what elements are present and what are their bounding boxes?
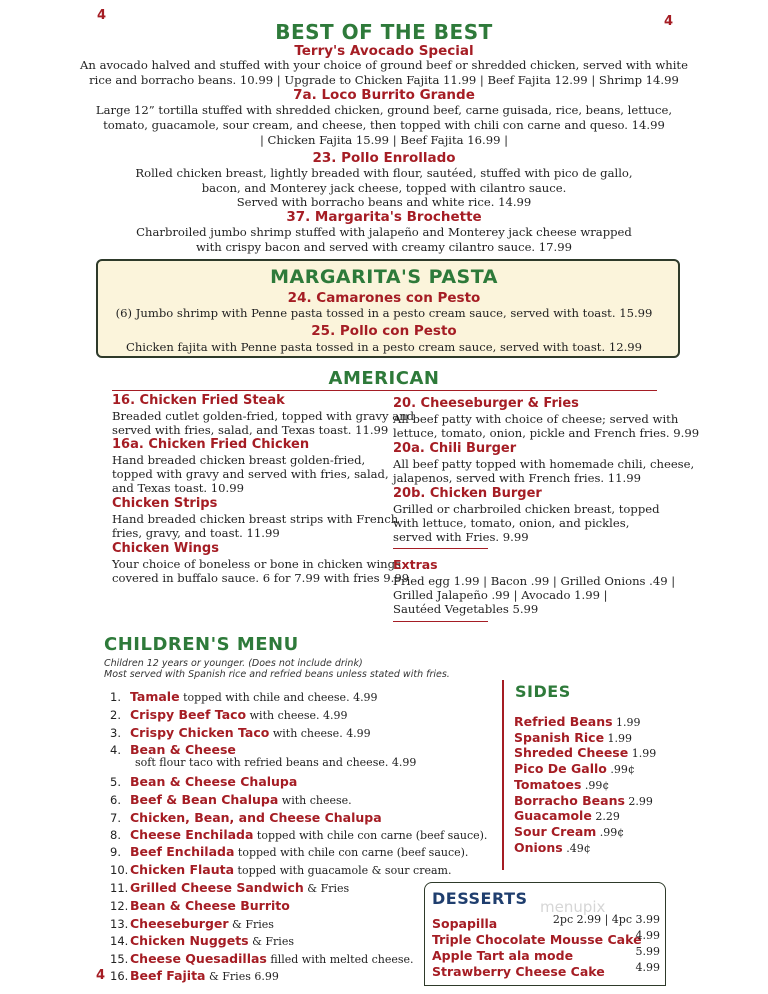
item-number: 1. bbox=[110, 690, 121, 704]
best-item-name: 7a. Loco Burrito Grande bbox=[293, 87, 475, 103]
american-item-name: Chicken Wings bbox=[112, 541, 219, 556]
dessert-item bbox=[432, 945, 660, 961]
children-item bbox=[110, 859, 510, 876]
best-item-desc: bacon, and Monterey jack cheese, topped with cilantro sauce. bbox=[201, 181, 567, 195]
extras-desc: Sautéed Vegetables 5.99 bbox=[393, 602, 539, 616]
pasta-item-name: 25. Pollo con Pesto bbox=[311, 323, 457, 339]
item-number: 10. bbox=[110, 863, 129, 877]
best-item-name: 37. Margarita's Brochette bbox=[286, 209, 482, 225]
item-number: 13. bbox=[110, 917, 129, 931]
side-name: Borracho Beans bbox=[514, 793, 625, 808]
item-name: Beef Fajita bbox=[130, 968, 206, 983]
item-number: 15. bbox=[110, 952, 129, 966]
extras-divider-top bbox=[393, 548, 488, 549]
watermark: menupix bbox=[540, 898, 606, 916]
american-item-name: 20. Cheeseburger & Fries bbox=[393, 396, 579, 411]
item-desc: filled with melted cheese. bbox=[266, 953, 414, 966]
item-desc: topped with chile con carne (beef sauce). bbox=[253, 829, 488, 842]
side-item bbox=[514, 805, 620, 821]
side-name: Spanish Rice bbox=[514, 730, 605, 745]
children-item bbox=[110, 807, 510, 824]
item-name: Tamale bbox=[130, 689, 180, 704]
extras-divider-bottom bbox=[393, 621, 488, 622]
american-item-name: 20b. Chicken Burger bbox=[393, 486, 542, 501]
desserts-title: DESSERTS bbox=[432, 889, 528, 908]
best-item-desc: Served with borracho beans and white rice. 14.99 bbox=[236, 195, 532, 209]
best-item-name: Terry's Avocado Special bbox=[294, 43, 474, 59]
children-note: Most served with Spanish rice and refried beans unless stated with fries. bbox=[104, 669, 450, 680]
item-subdesc: soft flour taco with refried beans and cheese. 4.99 bbox=[135, 756, 417, 769]
item-name: Chicken Nuggets bbox=[130, 933, 249, 948]
item-number: 9. bbox=[110, 845, 121, 859]
best-item-desc: tomato, guacamole, sour cream, and cheese, then topped with chili con carne and queso. 14.99 bbox=[103, 118, 665, 132]
american-item-desc: and Texas toast. 10.99 bbox=[112, 481, 244, 495]
item-number: 3. bbox=[110, 726, 121, 740]
american-item-desc: with lettuce, tomato, onion, and pickles, bbox=[393, 516, 630, 530]
dessert-item bbox=[432, 913, 660, 929]
extras-desc: Grilled Jalapeño .99 | Avocado 1.99 | bbox=[393, 588, 608, 602]
side-item bbox=[514, 837, 591, 853]
american-item-desc: covered in buffalo sauce. 6 for 7.99 with fries 9.99 bbox=[112, 571, 410, 585]
side-name: Tomatoes bbox=[514, 777, 582, 792]
item-number: 14. bbox=[110, 934, 129, 948]
dessert-price: 2pc 2.99 | 4pc 3.99 bbox=[552, 913, 660, 926]
children-item bbox=[110, 824, 510, 841]
item-number: 12. bbox=[110, 899, 129, 913]
side-price: 2.99 bbox=[624, 795, 653, 808]
side-item bbox=[514, 774, 609, 790]
side-name: Guacamole bbox=[514, 808, 592, 823]
american-item-name: 20a. Chili Burger bbox=[393, 441, 517, 456]
item-name: Beef & Bean Chalupa bbox=[130, 792, 279, 807]
american-divider bbox=[112, 390, 657, 391]
american-item-desc: Your choice of boneless or bone in chicken wings bbox=[112, 557, 401, 571]
dessert-price: 4.99 bbox=[635, 961, 660, 974]
item-name: Bean & Cheese bbox=[130, 742, 236, 757]
item-name: Cheese Quesadillas bbox=[130, 951, 267, 966]
side-price: .99¢ bbox=[606, 763, 635, 776]
dessert-price: 4.99 bbox=[635, 929, 660, 942]
page-mark-left: 4 bbox=[97, 8, 107, 23]
dessert-name: Sopapilla bbox=[432, 916, 498, 931]
side-item bbox=[514, 821, 624, 837]
best-item-desc: | Chicken Fajita 15.99 | Beef Fajita 16.99 | bbox=[259, 133, 509, 147]
side-price: .99¢ bbox=[596, 826, 625, 839]
american-item-desc: lettuce, tomato, onion, pickle and French fries. 9.99 bbox=[393, 426, 700, 440]
side-item bbox=[514, 711, 641, 727]
best-item-desc: Rolled chicken breast, lightly breaded with flour, sautéed, stuffed with pico de gallo, bbox=[135, 166, 633, 180]
item-desc: & Fries bbox=[248, 935, 294, 948]
american-item-desc: Hand breaded chicken breast strips with French bbox=[112, 512, 399, 526]
children-item bbox=[110, 739, 510, 756]
item-number: 11. bbox=[110, 881, 129, 895]
side-name: Refried Beans bbox=[514, 714, 613, 729]
item-name: Grilled Cheese Sandwich bbox=[130, 880, 304, 895]
item-name: Chicken, Bean, and Cheese Chalupa bbox=[130, 810, 382, 825]
side-price: 1.99 bbox=[604, 732, 633, 745]
side-price: .49¢ bbox=[562, 842, 591, 855]
children-item bbox=[110, 704, 510, 721]
item-desc: topped with chile con carne (beef sauce). bbox=[234, 846, 469, 859]
dessert-item bbox=[432, 961, 660, 977]
best-item-desc: An avocado halved and stuffed with your choice of ground beef or shredded chicken, served with white bbox=[80, 58, 688, 72]
item-desc: with cheese. bbox=[278, 794, 352, 807]
best-item-desc: with crispy bacon and served with creamy cilantro sauce. 17.99 bbox=[196, 240, 572, 254]
page-mark-right: 4 bbox=[664, 14, 674, 29]
item-name: Bean & Cheese Chalupa bbox=[130, 774, 298, 789]
american-item-desc: jalapenos, served with French fries. 11.99 bbox=[393, 471, 641, 485]
side-price: 1.99 bbox=[612, 716, 641, 729]
best-item-desc: Charbroiled jumbo shrimp stuffed with jalapeño and Monterey jack cheese wrapped bbox=[136, 225, 632, 239]
item-name: Cheeseburger bbox=[130, 916, 229, 931]
item-desc: & Fries 6.99 bbox=[205, 970, 279, 983]
sides-title: SIDES bbox=[515, 682, 571, 701]
item-name: Cheese Enchilada bbox=[130, 827, 254, 842]
children-item bbox=[110, 722, 510, 739]
sides-divider bbox=[502, 680, 504, 870]
item-name: Beef Enchilada bbox=[130, 844, 235, 859]
children-item bbox=[110, 771, 510, 788]
pasta-item-name: 24. Camarones con Pesto bbox=[287, 290, 481, 306]
children-item bbox=[110, 841, 510, 858]
item-name: Crispy Beef Taco bbox=[130, 707, 247, 722]
best-item-desc: Large 12” tortilla stuffed with shredded chicken, ground beef, carne guisada, rice, beans, lettuce, bbox=[95, 103, 673, 117]
children-item bbox=[110, 789, 510, 806]
american-item-name: Chicken Strips bbox=[112, 496, 218, 511]
item-desc: topped with guacamole & sour cream. bbox=[234, 864, 452, 877]
extras-title: Extras bbox=[393, 557, 438, 572]
american-item-desc: All beef patty with choice of cheese; served with bbox=[393, 412, 679, 426]
pasta-title: MARGARITA'S PASTA bbox=[270, 266, 498, 288]
dessert-name: Triple Chocolate Mousse Cake bbox=[432, 932, 642, 947]
american-item-desc: Hand breaded chicken breast golden-fried, bbox=[112, 453, 366, 467]
side-name: Sour Cream bbox=[514, 824, 597, 839]
american-item-desc: served with fries, salad, and Texas toast. 11.99 bbox=[112, 423, 389, 437]
children-title: CHILDREN'S MENU bbox=[104, 634, 299, 655]
american-item-desc: Grilled or charbroiled chicken breast, topped bbox=[393, 502, 660, 516]
side-item bbox=[514, 758, 635, 774]
american-title: AMERICAN bbox=[328, 368, 440, 389]
side-price: .99¢ bbox=[581, 779, 610, 792]
side-price: 2.29 bbox=[591, 810, 620, 823]
dessert-name: Apple Tart ala mode bbox=[432, 948, 574, 963]
american-item-desc: All beef patty topped with homemade chili, cheese, bbox=[393, 457, 695, 471]
item-number: 7. bbox=[110, 811, 121, 825]
dessert-item bbox=[432, 929, 660, 945]
side-name: Pico De Gallo bbox=[514, 761, 607, 776]
american-item-desc: fries, gravy, and toast. 11.99 bbox=[112, 526, 280, 540]
american-item-desc: served with Fries. 9.99 bbox=[393, 530, 529, 544]
side-name: Shreded Cheese bbox=[514, 745, 629, 760]
item-number: 6. bbox=[110, 793, 121, 807]
side-item bbox=[514, 727, 632, 743]
item-number: 2. bbox=[110, 708, 121, 722]
item-name: Chicken Flauta bbox=[130, 862, 235, 877]
american-item-name: 16. Chicken Fried Steak bbox=[112, 393, 285, 408]
item-desc: & Fries bbox=[303, 882, 350, 895]
children-item bbox=[110, 686, 510, 703]
item-number: 16. bbox=[110, 969, 129, 983]
item-number: 4. bbox=[110, 743, 121, 757]
extras-desc: Fried egg 1.99 | Bacon .99 | Grilled Onions .49 | bbox=[393, 574, 676, 588]
best-title: BEST OF THE BEST bbox=[275, 20, 493, 44]
best-item-name: 23. Pollo Enrollado bbox=[312, 150, 456, 166]
children-note: Children 12 years or younger. (Does not include drink) bbox=[104, 658, 363, 669]
pasta-item-desc: Chicken fajita with Penne pasta tossed in a pesto cream sauce, served with toast. 12.99 bbox=[125, 340, 643, 354]
side-item bbox=[514, 790, 653, 806]
item-desc: with cheese. 4.99 bbox=[246, 709, 348, 722]
dessert-price: 5.99 bbox=[635, 945, 660, 958]
item-name: Bean & Cheese Burrito bbox=[130, 898, 290, 913]
item-desc: topped with chile and cheese. 4.99 bbox=[179, 691, 378, 704]
item-number: 8. bbox=[110, 828, 121, 842]
item-number: 5. bbox=[110, 775, 121, 789]
american-item-name: 16a. Chicken Fried Chicken bbox=[112, 437, 310, 452]
best-item-desc: rice and borracho beans. 10.99 | Upgrade to Chicken Fajita 11.99 | Beef Fajita 12.99 | Shrimp 14.99 bbox=[89, 73, 679, 87]
side-name: Onions bbox=[514, 840, 563, 855]
item-desc: & Fries bbox=[228, 918, 274, 931]
pasta-item-desc: (6) Jumbo shrimp with Penne pasta tossed in a pesto cream sauce, served with toast. 15.99 bbox=[115, 306, 653, 320]
side-item bbox=[514, 742, 656, 758]
side-price: 1.99 bbox=[628, 747, 657, 760]
item-name: Crispy Chicken Taco bbox=[130, 725, 270, 740]
american-item-desc: Breaded cutlet golden-fried, topped with gravy and bbox=[112, 409, 415, 423]
item-desc: with cheese. 4.99 bbox=[269, 727, 371, 740]
page-mark-bottom: 4 bbox=[96, 968, 106, 983]
american-item-desc: topped with gravy and served with fries, salad, bbox=[112, 467, 389, 481]
dessert-name: Strawberry Cheese Cake bbox=[432, 964, 605, 979]
